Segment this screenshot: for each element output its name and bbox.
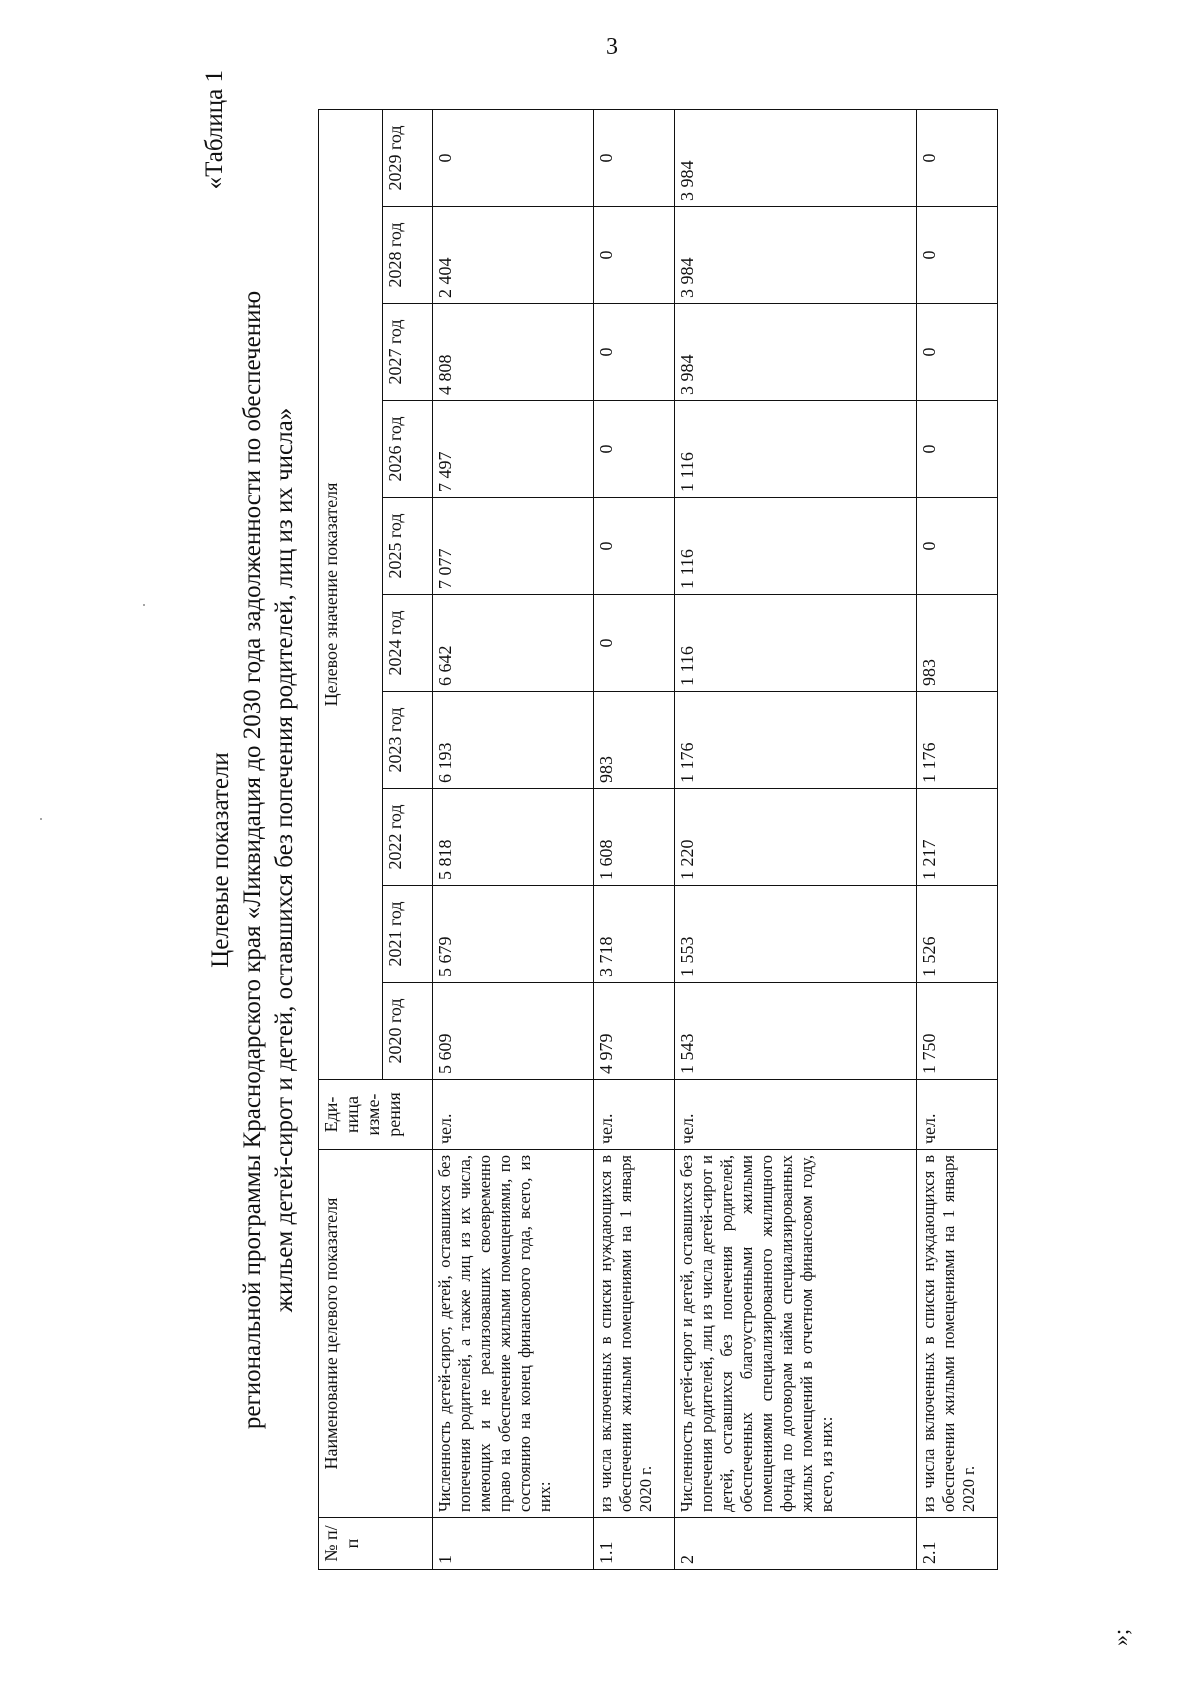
title-line: жильем детей-сирот и детей, оставшихся без попечения родителей, лиц из их числа» [271,407,298,1313]
indicator-name: Численность детей-сирот, детей, оставшихся без попечения родителей, а также лиц из их числа, имеющих и не реализовавших своевременно право на обеспечение жилыми помещениями, по состоянию на конец финансового года, всего, из них: [433,1150,594,1518]
header-unit: Еди-ница изме-рения [319,1080,433,1150]
table-row [594,109,675,1569]
indicator-name: из числа включенных в списки нуждающихся в обеспечении жилыми помещениями на 1 января 2020 г. [594,1150,675,1518]
scan-speck [143,604,145,606]
row-number: 2 [675,1518,917,1570]
unit-cell: чел. [675,1080,917,1150]
header-year: 2024 год [383,595,433,692]
header-year: 2022 год [383,789,433,886]
row-number: 1 [433,1518,594,1570]
value-cell: 3 984 [675,109,917,206]
header-year: 2028 год [383,207,433,304]
value-cell: 1 217 [917,789,998,886]
value-cell: 0 [594,109,675,206]
header-year: 2020 год [383,983,433,1080]
header-year: 2029 год [383,109,433,206]
title-line: региональной программы Краснодарского края «Ликвидация до 2030 года задолженности по обеспечению [239,290,266,1430]
row-number: 2.1 [917,1518,998,1570]
table-label: «Таблица 1 [201,70,228,190]
unit-cell: чел. [433,1080,594,1150]
header-year: 2025 год [383,498,433,595]
header-year: 2023 год [383,692,433,789]
value-cell: 1 543 [675,983,917,1080]
value-cell: 0 [594,595,675,692]
value-cell: 1 608 [594,789,675,886]
value-cell: 0 [917,207,998,304]
value-cell: 1 176 [917,692,998,789]
value-cell: 1 553 [675,886,917,983]
table-row [433,109,594,1569]
header-year: 2027 год [383,304,433,401]
value-cell: 1 116 [675,498,917,595]
value-cell: 0 [594,207,675,304]
value-cell: 3 984 [675,304,917,401]
unit-cell: чел. [594,1080,675,1150]
value-cell: 0 [594,304,675,401]
value-cell: 4 979 [594,983,675,1080]
unit-cell: чел. [917,1080,998,1150]
value-cell: 1 526 [917,886,998,983]
indicator-name: Численность детей-сирот и детей, оставшихся без попечения родителей, лиц из числа детей-сирот и детей, оставшихся без попечения родителей, обеспеченных благоустроенными жилыми помещениями специализированного жилищного фонда по договорам найма специализированных жилых помещений в отчетном финансовом году, всего, из них: [675,1150,917,1518]
value-cell: 0 [594,401,675,498]
table-title [205,60,301,1660]
title-line: Целевые показатели [207,752,234,968]
value-cell: 5 818 [433,789,594,886]
value-cell: 3 984 [675,207,917,304]
header-year: 2026 год [383,401,433,498]
header-target-values: Целевое значение показателя [319,109,383,1079]
header-num: № п/п [319,1518,433,1570]
value-cell: 6 193 [433,692,594,789]
indicator-name: из числа включенных в списки нуждающихся в обеспечении жилыми помещениями на 1 января 2020 г. [917,1150,998,1518]
closing-quote: »; [1108,1628,1133,1646]
value-cell: 1 176 [675,692,917,789]
value-cell: 7 077 [433,498,594,595]
value-cell: 0 [917,304,998,401]
value-cell: 2 404 [433,207,594,304]
value-cell: 0 [917,401,998,498]
value-cell: 0 [594,498,675,595]
header-year: 2021 год [383,886,433,983]
value-cell: 0 [433,109,594,206]
value-cell: 1 220 [675,789,917,886]
value-cell: 0 [917,109,998,206]
value-cell: 7 497 [433,401,594,498]
page-number: 3 [606,34,618,60]
value-cell: 3 718 [594,886,675,983]
header-name: Наименование целевого показателя [319,1150,433,1518]
value-cell: 5 609 [433,983,594,1080]
table-row [675,109,917,1569]
indicators-table [318,109,998,1570]
value-cell: 983 [594,692,675,789]
value-cell: 983 [917,595,998,692]
value-cell: 4 808 [433,304,594,401]
table-row [917,109,998,1569]
value-cell: 1 116 [675,401,917,498]
value-cell: 0 [917,498,998,595]
value-cell: 1 750 [917,983,998,1080]
scan-speck [40,818,42,820]
row-number: 1.1 [594,1518,675,1570]
rotated-content [200,60,1160,1660]
value-cell: 6 642 [433,595,594,692]
value-cell: 1 116 [675,595,917,692]
value-cell: 5 679 [433,886,594,983]
